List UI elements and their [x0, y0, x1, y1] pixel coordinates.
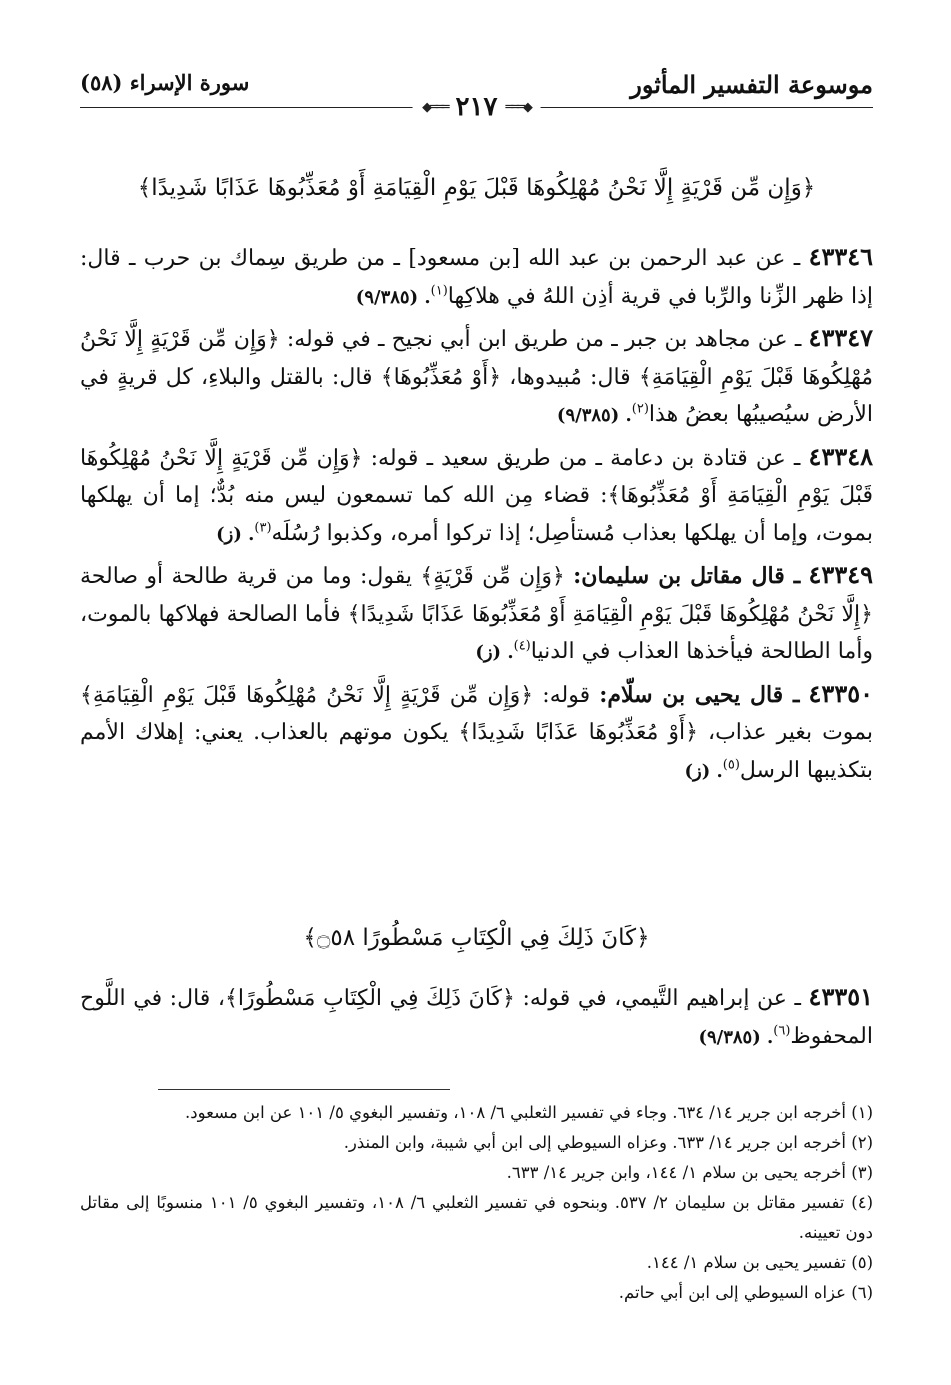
footnote-ref: (٤) — [513, 638, 531, 654]
footnote-divider — [158, 1089, 450, 1090]
footnote: (٢) أخرجه ابن جرير ١٤/ ٦٣٣. وعزاه السيوطي إلى ابن أبي شيبة، وابن المنذر. — [343, 1133, 873, 1152]
footnote: (٤) تفسير مقاتل بن سليمان ٢/ ٥٣٧. وبنحوه في تفسير الثعلبي ٦/ ١٠٨، وتفسير البغوي ٥/ ١٠١ منسوبًا إلى مقاتل دون تعيينه. — [80, 1193, 873, 1242]
entry-text: ـ عن مجاهد بن جبر ـ من طريق ابن أبي نجيح ـ في قوله: ﴿وَإِن مِّن قَرْيَةٍ إِلَّا نَحْنُ مُهْلِكُوهَا قَبْلَ يَوْمِ الْقِيَامَةِ﴾ قال: مُبيدوها، ﴿أَوْ مُعَذِّبُوهَا﴾ قال: بالقتل والبلاءِ، كل قريةٍ في الأرض سيُصيبُها بعضُ هذا — [80, 327, 873, 427]
book-page — [80, 0, 873, 1385]
entry-text: ـ عن قتادة بن دعامة ـ من طريق سعيد ـ قوله: ﴿وَإِن مِّن قَرْيَةٍ إِلَّا نَحْنُ مُهْلِكُوهَا قَبْلَ يَوْمِ الْقِيَامَةِ أَوْ مُعَذِّبُوهَا﴾: قضاء مِن الله كما تسمعون ليس منه بُدٌّ؛ إما أن يهلكها بموت، وإما أن يهلكها بعذاب مُستأصِل؛ إذا تركوا أمره، وكذبوا رُسُلَه — [80, 445, 873, 546]
source-ref: . (٩/٣٨٥) — [556, 405, 632, 426]
entry-text: قوله: ﴿وَإِن مِّن قَرْيَةٍ إِلَّا نَحْنُ مُهْلِكُوهَا قَبْلَ يَوْمِ الْقِيَامَةِ﴾ بموت بغير عذاب، ﴿أَوْ مُعَذِّبُوهَا عَذَابًا شَدِيدًا﴾ يكون موتهم بالعذاب. يعني: إهلاك الأمم بتكذيبها الرسل — [80, 682, 873, 783]
entries-list — [80, 978, 873, 1056]
entries-list — [80, 238, 873, 793]
surah-label: سورة الإسراء (٥٨) — [80, 70, 250, 95]
source-ref: . (٩/٣٨٥) — [355, 286, 431, 308]
footnote-ref: (٢) — [631, 401, 649, 417]
ornament-left-icon: ═══◆ — [422, 99, 448, 115]
footnote: (٦) عزاه السيوطي إلى ابن أبي حاتم. — [618, 1283, 873, 1302]
source-ref: . (٩/٣٨٥) — [698, 1026, 774, 1048]
footnotes — [80, 1098, 873, 1308]
entry — [80, 238, 873, 316]
source-ref: . (ز) — [475, 642, 514, 663]
entry-text: ـ عن عبد الرحمن بن عبد الله [بن مسعود] ـ من طريق سِماك بن حرب ـ قال: إذا ظهر الزِّنا والرِّبا في قرية أذِن اللهُ في هلاكِها — [80, 246, 873, 309]
footnote-ref: (٣) — [254, 520, 272, 536]
entry-number: ٤٣٣٤٦ — [808, 242, 874, 271]
entry — [80, 675, 873, 791]
entry — [80, 319, 873, 435]
verse-heading: ﴿كَانَ ذَلِكَ فِي الْكِتَابِ مَسْطُورًا ۝٥٨﴾ — [303, 925, 650, 951]
running-header — [80, 62, 873, 122]
entry — [80, 438, 873, 554]
source-ref: . (ز) — [216, 523, 255, 545]
entry-number: ٤٣٣٤٩ — [808, 560, 873, 589]
entry-number: ٤٣٣٤٧ — [808, 323, 873, 352]
footnote: (١) أخرجه ابن جرير ١٤/ ٦٣٤. وجاء في تفسير الثعلبي ٦/ ١٠٨، وتفسير البغوي ٥/ ١٠١ عن ابن مسعود. — [185, 1103, 873, 1122]
ornament-right-icon: ◆═══ — [505, 99, 531, 115]
footnote-ref: (٥) — [722, 757, 740, 773]
folio — [412, 92, 541, 122]
page-number: ٢١٧ — [455, 92, 498, 122]
entry-number: ٤٣٣٥١ — [808, 982, 873, 1011]
entry-number: ٤٣٣٤٨ — [808, 441, 873, 471]
running-title: موسوعة التفسير المأثور — [630, 70, 873, 99]
footnote-ref: (٦) — [773, 1023, 791, 1039]
entry-number: ٤٣٣٥٠ — [808, 678, 873, 708]
source-ref: . (ز) — [684, 760, 723, 782]
entry-text: ﴿وَإِن مِّن قَرْيَةٍ﴾ يقول: وما من قرية طالحة أو صالحة ﴿إِلَّا نَحْنُ مُهْلِكُوهَا قَبْلَ يَوْمِ الْقِيَامَةِ أَوْ مُعَذِّبُوهَا عَذَابًا شَدِيدًا﴾ فأما الصالحة فهلاكها بالموت، وأما الطالحة فيأخذها العذاب في الدنيا — [80, 564, 873, 664]
footnote: (٣) أخرجه يحيى بن سلام ١/ ١٤٤، وابن جرير ١٤/ ٦٣٣. — [506, 1163, 873, 1182]
entry — [80, 556, 873, 672]
footnote: (٥) تفسير يحيى بن سلام ١/ ١٤٤. — [646, 1253, 873, 1272]
footnote-ref: (١) — [430, 283, 448, 299]
entry-author: ـ قال يحيى بن سلّام: — [599, 681, 800, 708]
entry — [80, 978, 873, 1056]
verse-heading: ﴿وَإِن مِّن قَرْيَةٍ إِلَّا نَحْنُ مُهْلِكُوهَا قَبْلَ يَوْمِ الْقِيَامَةِ أَوْ مُعَذِّبُوهَا عَذَابًا شَدِيدًا﴾ — [137, 175, 816, 201]
entry-author: ـ قال مقاتل بن سليمان: — [573, 563, 801, 589]
entry-text: ـ عن إبراهيم التَّيمي، في قوله: ﴿كَانَ ذَلِكَ فِي الْكِتَابِ مَسْطُورًا﴾، قال: في اللَّوح المحفوظ — [80, 986, 873, 1049]
